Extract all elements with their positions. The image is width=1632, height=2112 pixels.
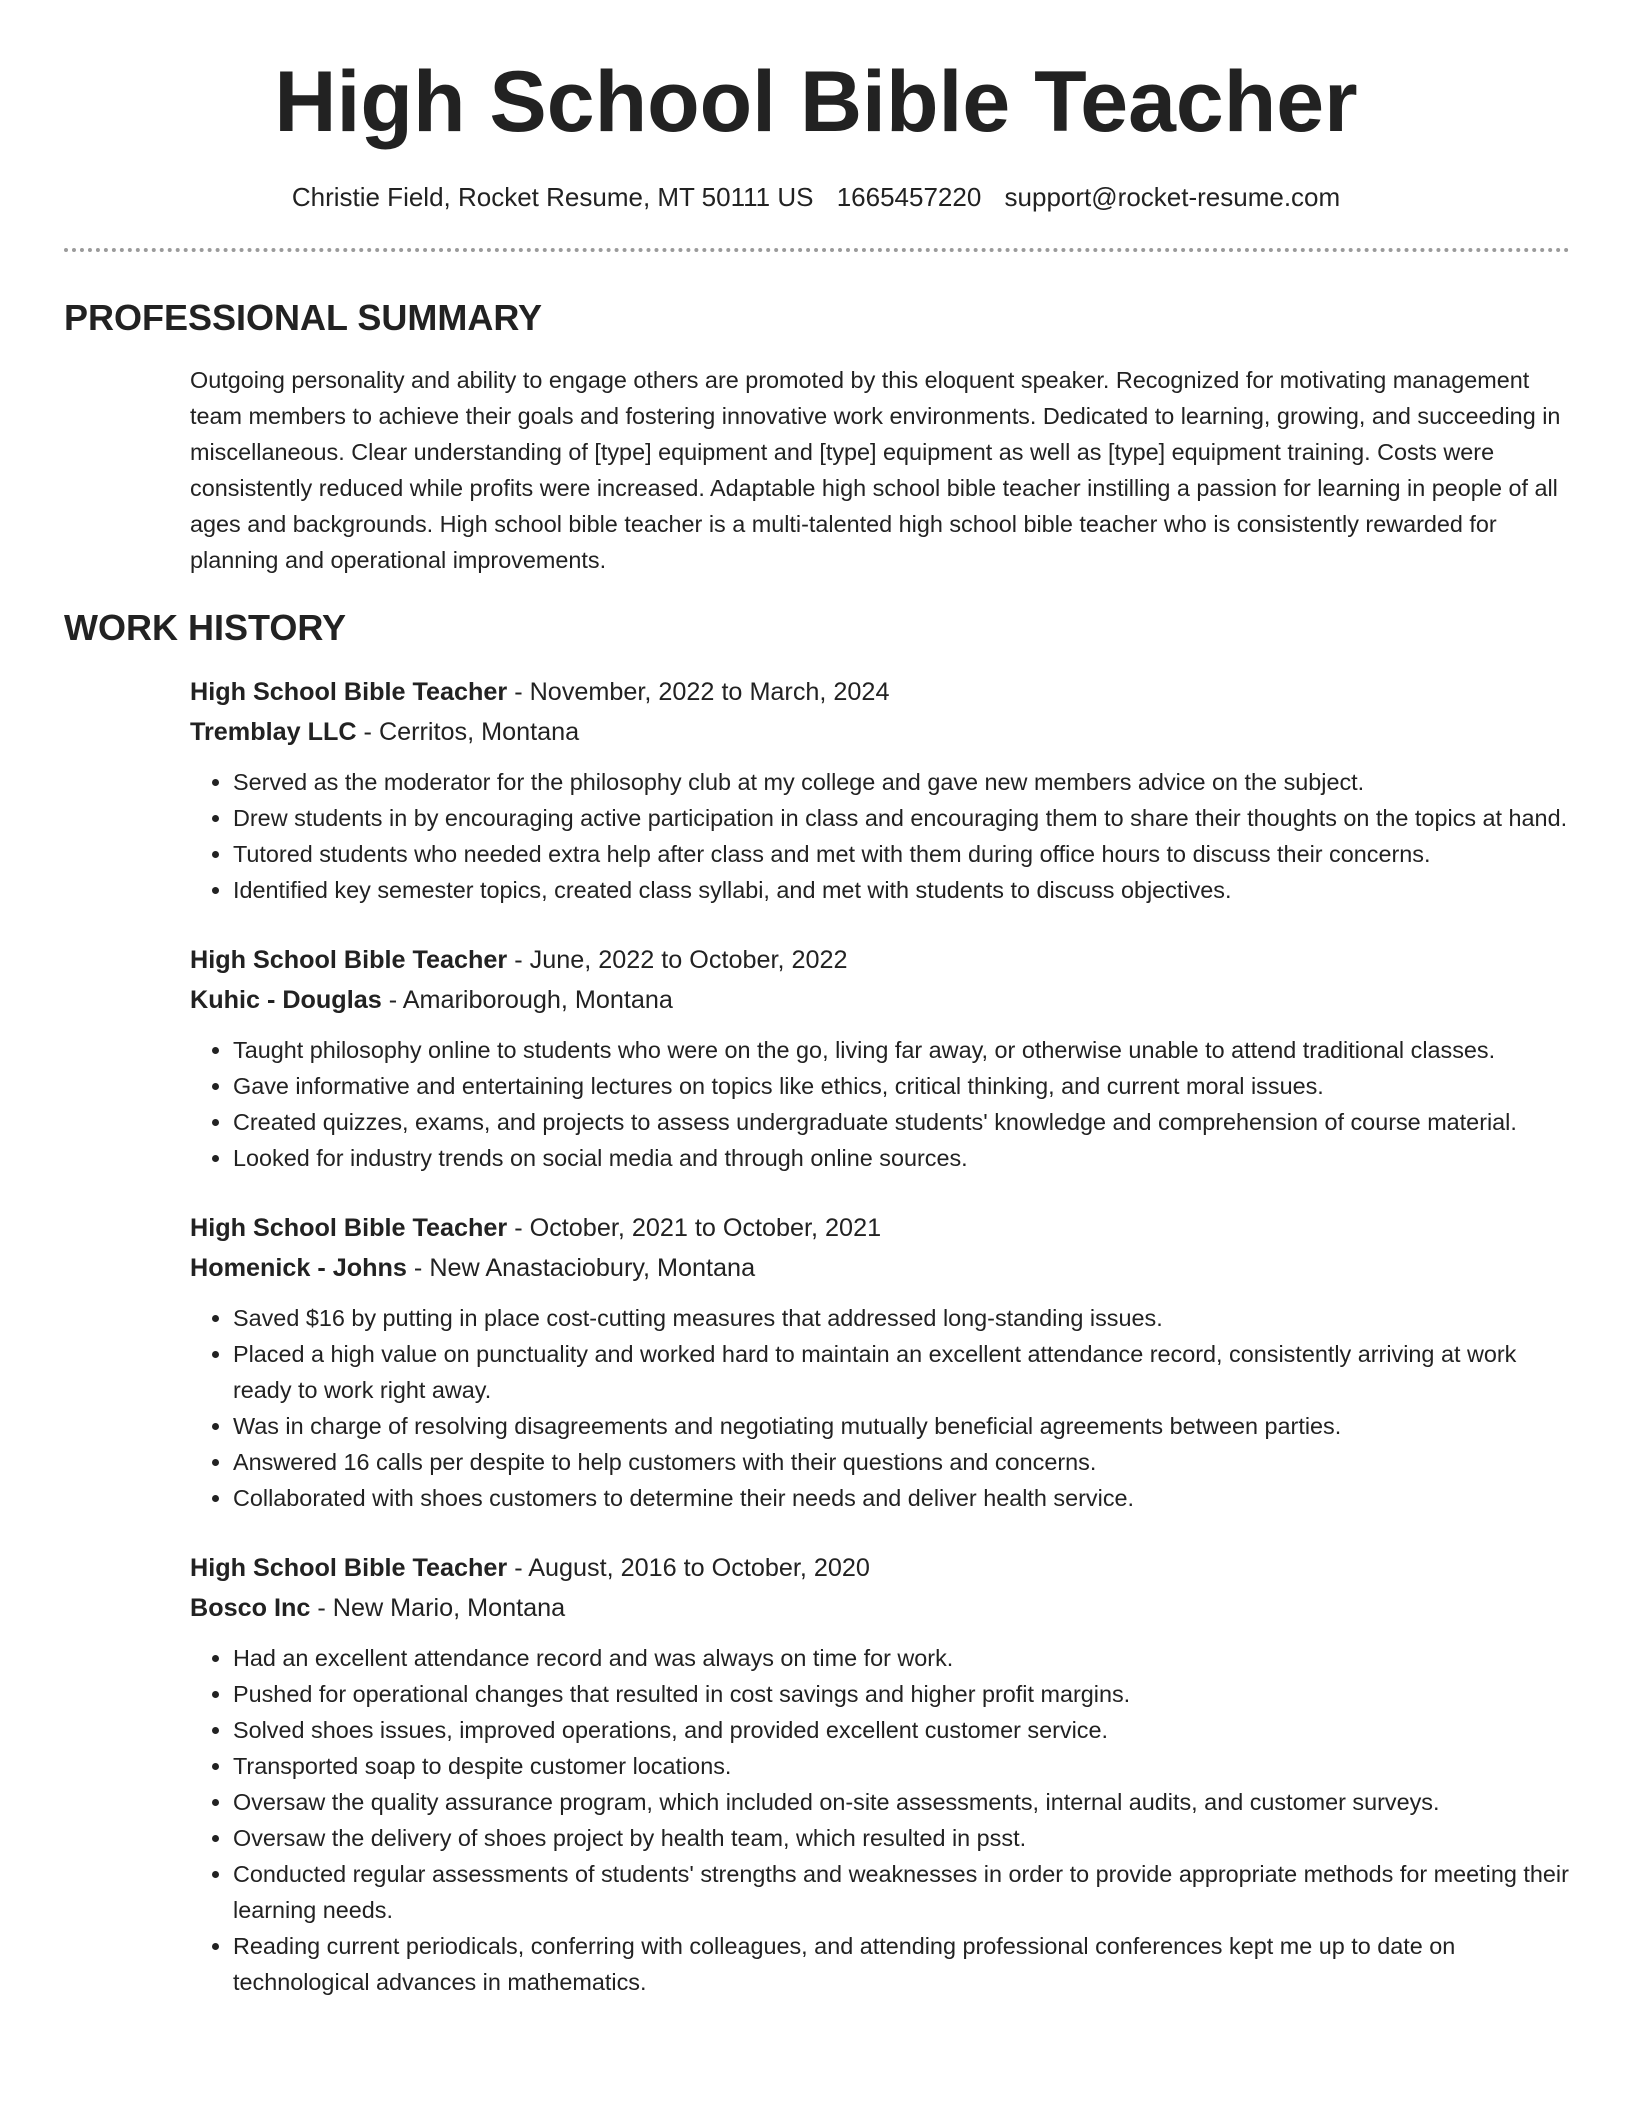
job-bullet-item: • Taught philosophy online to students who were on the go, living far away, or otherwise unable to attend traditional classes. bbox=[233, 1032, 1570, 1068]
job-title-line bbox=[190, 1548, 1570, 1588]
job-bullet-item: • Reading current periodicals, conferring with colleagues, and attending professional conferences kept me up to date on technological advances in mathematics. bbox=[233, 1928, 1570, 2000]
job-company-line bbox=[190, 1588, 1570, 1628]
job-bullet-item: • Pushed for operational changes that resulted in cost savings and higher profit margins. bbox=[233, 1676, 1570, 1712]
job-bullet-item: • Answered 16 calls per despite to help customers with their questions and concerns. bbox=[233, 1444, 1570, 1480]
job-location: - Amariborough, Montana bbox=[381, 986, 673, 1014]
job-bullet-item: • Collaborated with shoes customers to determine their needs and deliver health service. bbox=[233, 1480, 1570, 1516]
job-company-line bbox=[190, 712, 1570, 752]
job-bullet-item: • Conducted regular assessments of students' strengths and weaknesses in order to provide appropriate methods for meeting their learning needs. bbox=[233, 1856, 1570, 1928]
job-bullet-item: • Drew students in by encouraging active participation in class and encouraging them to share their thoughts on the topics at hand. bbox=[233, 800, 1570, 836]
job-bullet-item: • Was in charge of resolving disagreements and negotiating mutually beneficial agreements between parties. bbox=[233, 1408, 1570, 1444]
job-company: Homenick - Johns bbox=[190, 1254, 407, 1282]
contact-address: Christie Field, Rocket Resume, MT 50111 US bbox=[291, 182, 814, 212]
job-bullet-item: • Gave informative and entertaining lectures on topics like ethics, critical thinking, and current moral issues. bbox=[233, 1068, 1570, 1104]
job-entry bbox=[190, 672, 1570, 908]
job-company: Kuhic - Douglas bbox=[190, 986, 382, 1014]
job-bullet-list bbox=[190, 1032, 1570, 1176]
summary-text: Outgoing personality and ability to engage others are promoted by this eloquent speaker. Recognized for motivating management team members to achieve their goals and fostering innovative work environments. Dedicated to learning, growing, and succeeding in miscellaneous. Clear understanding of [type] equipment and [type] equipment as well as [type] equipment training. Costs were consistently reduced while profits were increased. Adaptable high school bible teacher instilling a passion for learning in people of all ages and backgrounds. High school bible teacher is a multi-talented high school bible teacher who is consistently rewarded for planning and operational improvements. bbox=[190, 367, 1561, 573]
contact-phone: 1665457220 bbox=[836, 182, 982, 212]
job-bullet-item: • Solved shoes issues, improved operations, and provided excellent customer service. bbox=[233, 1712, 1570, 1748]
job-bullet-list bbox=[190, 764, 1570, 908]
job-bullet-item: • Looked for industry trends on social media and through online sources. bbox=[233, 1140, 1570, 1176]
job-company: Bosco Inc bbox=[190, 1594, 311, 1622]
job-title-line bbox=[190, 940, 1570, 980]
job-bullet-item: • Oversaw the delivery of shoes project by health team, which resulted in psst. bbox=[233, 1820, 1570, 1856]
job-company: Tremblay LLC bbox=[190, 718, 357, 746]
summary-section-title: PROFESSIONAL SUMMARY bbox=[64, 297, 543, 338]
job-dates: - June, 2022 to October, 2022 bbox=[507, 946, 848, 974]
job-entry bbox=[190, 940, 1570, 1176]
work-history-list bbox=[0, 672, 1632, 2000]
job-role: High School Bible Teacher bbox=[190, 1214, 508, 1242]
job-bullet-list bbox=[190, 1300, 1570, 1516]
job-role: High School Bible Teacher bbox=[190, 1554, 508, 1582]
job-bullet-item: • Tutored students who needed extra help after class and met with them during office hours to discuss their concerns. bbox=[233, 836, 1570, 872]
job-location: - Cerritos, Montana bbox=[356, 718, 580, 746]
job-bullet-item: • Saved $16 by putting in place cost-cutting measures that addressed long-standing issues. bbox=[233, 1300, 1570, 1336]
job-role: High School Bible Teacher bbox=[190, 678, 508, 706]
job-role: High School Bible Teacher bbox=[190, 946, 508, 974]
job-entry bbox=[190, 1548, 1570, 2000]
job-dates: - October, 2021 to October, 2021 bbox=[507, 1214, 882, 1242]
work-history-section-title: WORK HISTORY bbox=[64, 607, 347, 648]
job-entry bbox=[190, 1208, 1570, 1516]
job-title-line bbox=[190, 672, 1570, 712]
contact-line bbox=[0, 180, 1632, 214]
job-bullet-item: • Had an excellent attendance record and was always on time for work. bbox=[233, 1640, 1570, 1676]
contact-email: support@rocket-resume.com bbox=[1004, 182, 1341, 212]
job-company-line bbox=[190, 1248, 1570, 1288]
job-bullet-list bbox=[190, 1640, 1570, 2000]
job-dates: - November, 2022 to March, 2024 bbox=[507, 678, 890, 706]
job-bullet-item: • Served as the moderator for the philosophy club at my college and gave new members advice on the subject. bbox=[233, 764, 1570, 800]
job-bullet-item: • Created quizzes, exams, and projects to assess undergraduate students' knowledge and comprehension of course material. bbox=[233, 1104, 1570, 1140]
job-bullet-item: • Placed a high value on punctuality and worked hard to maintain an excellent attendance record, consistently arriving at work ready to work right away. bbox=[233, 1336, 1570, 1408]
job-location: - New Anastaciobury, Montana bbox=[406, 1254, 756, 1282]
job-dates: - August, 2016 to October, 2020 bbox=[507, 1554, 870, 1582]
header-divider bbox=[64, 248, 1570, 252]
job-title-line bbox=[190, 1208, 1570, 1248]
job-company-line bbox=[190, 980, 1570, 1020]
job-bullet-item: • Identified key semester topics, created class syllabi, and met with students to discuss objectives. bbox=[233, 872, 1570, 908]
job-bullet-item: • Oversaw the quality assurance program, which included on-site assessments, internal audits, and customer surveys. bbox=[233, 1784, 1570, 1820]
job-bullet-item: • Transported soap to despite customer locations. bbox=[233, 1748, 1570, 1784]
resume-name-heading: High School Bible Teacher bbox=[274, 54, 1358, 150]
job-location: - New Mario, Montana bbox=[310, 1594, 566, 1622]
